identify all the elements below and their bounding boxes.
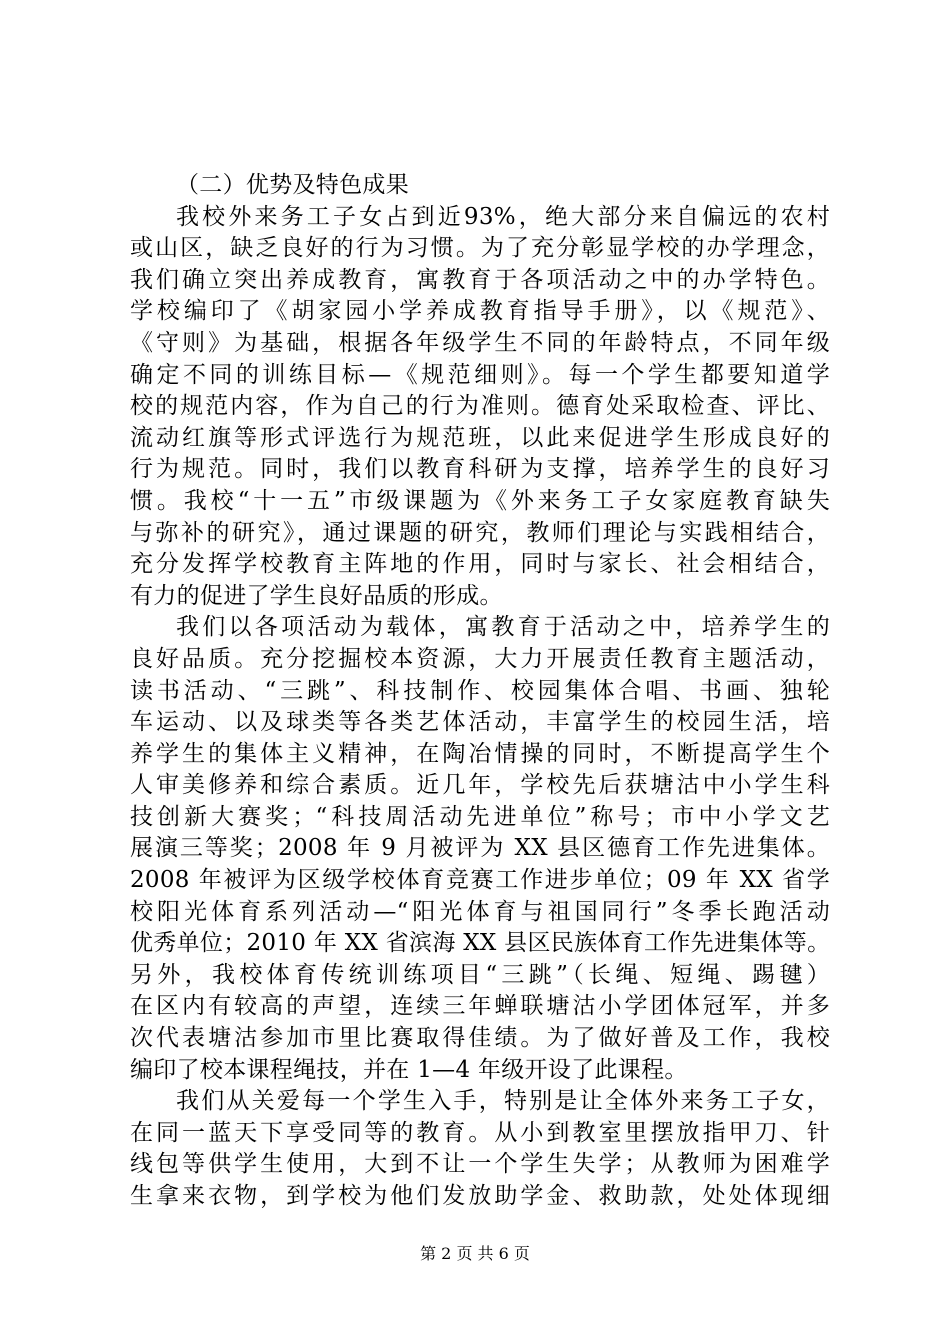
- text-line: 确定不同的训练目标—《规范细则》。每一个学生都要知道学: [130, 361, 830, 388]
- text-line: 我们确立突出养成教育，寓教育于各项活动之中的办学特色。: [130, 266, 830, 293]
- text-line: 学校编印了《胡家园小学养成教育指导手册》，以《规范》、: [130, 298, 830, 325]
- text-line: 人审美修养和综合素质。近几年，学校先后获塘沽中小学生科: [130, 772, 830, 799]
- text-line: 编印了校本课程绳技，并在 1—4 年级开设了此课程。: [130, 1056, 688, 1083]
- document-body: [130, 170, 830, 1213]
- text-line: 《守则》为基础，根据各年级学生不同的年龄特点，不同年级: [130, 329, 830, 356]
- text-line: 次代表塘沽参加市里比赛取得佳绩。为了做好普及工作，我校: [130, 1025, 830, 1052]
- text-line: 校阳光体育系列活动—“阳光体育与祖国同行”冬季长跑活动: [130, 898, 830, 925]
- text-line: 另外，我校体育传统训练项目“三跳”（长绳、短绳、踢毽）: [130, 961, 830, 988]
- text-line: 行为规范。同时，我们以教育科研为支撑，培养学生的良好习: [130, 456, 830, 483]
- text-line: 2008 年被评为区级学校体育竞赛工作进步单位；09 年 XX 省学: [130, 867, 830, 894]
- text-line: 流动红旗等形式评选行为规范班，以此来促进学生形成良好的: [130, 424, 830, 451]
- text-line: 我们从关爱每一个学生入手，特别是让全体外来务工子女，: [176, 1088, 830, 1115]
- text-line: 展演三等奖；2008 年 9 月被评为 XX 县区德育工作先进集体。: [130, 835, 830, 862]
- text-line: 生拿来衣物，到学校为他们发放助学金、救助款，处处体现细: [130, 1183, 830, 1209]
- text-line: 良好品质。充分挖掘校本资源，大力开展责任教育主题活动，: [130, 645, 830, 672]
- text-line: 读书活动、“三跳”、科技制作、校园集体合唱、书画、独轮: [130, 677, 830, 704]
- text-line: 与弥补的研究》，通过课题的研究，教师们理论与实践相结合，: [130, 519, 830, 546]
- page-footer: 第 2 页 共 6 页: [420, 1244, 530, 1263]
- text-line: 校的规范内容，作为自己的行为准则。德育处采取检查、评比、: [130, 393, 830, 420]
- text-line: 在区内有较高的声望，连续三年蝉联塘沽小学团体冠军，并多: [130, 993, 830, 1020]
- text-line: 养学生的集体主义精神，在陶冶情操的同时，不断提高学生个: [130, 740, 830, 767]
- text-line: （二）优势及特色成果: [176, 172, 409, 198]
- text-line: 我校外来务工子女占到近93%，绝大部分来自偏远的农村: [176, 203, 830, 230]
- text-line: 有力的促进了学生良好品质的形成。: [130, 582, 503, 609]
- text-line: 充分发挥学校教育主阵地的作用，同时与家长、社会相结合，: [130, 551, 830, 578]
- text-line: 线包等供学生使用，大到不让一个学生失学；从教师为困难学: [130, 1151, 830, 1178]
- text-line: 优秀单位；2010 年 XX 省滨海 XX 县区民族体育工作先进集体等。: [130, 930, 831, 957]
- text-line: 我们以各项活动为载体，寓教育于活动之中，培养学生的: [176, 614, 830, 641]
- text-line: 技创新大赛奖；“科技周活动先进单位”称号；市中小学文艺: [130, 803, 830, 830]
- text-line: 或山区，缺乏良好的行为习惯。为了充分彰显学校的办学理念，: [130, 235, 830, 262]
- text-line: 惯。我校“十一五”市级课题为《外来务工子女家庭教育缺失: [130, 487, 830, 514]
- text-line: 车运动、以及球类等各类艺体活动，丰富学生的校园生活，培: [130, 709, 830, 736]
- text-line: 在同一蓝天下享受同等的教育。从小到教室里摆放指甲刀、针: [130, 1119, 830, 1146]
